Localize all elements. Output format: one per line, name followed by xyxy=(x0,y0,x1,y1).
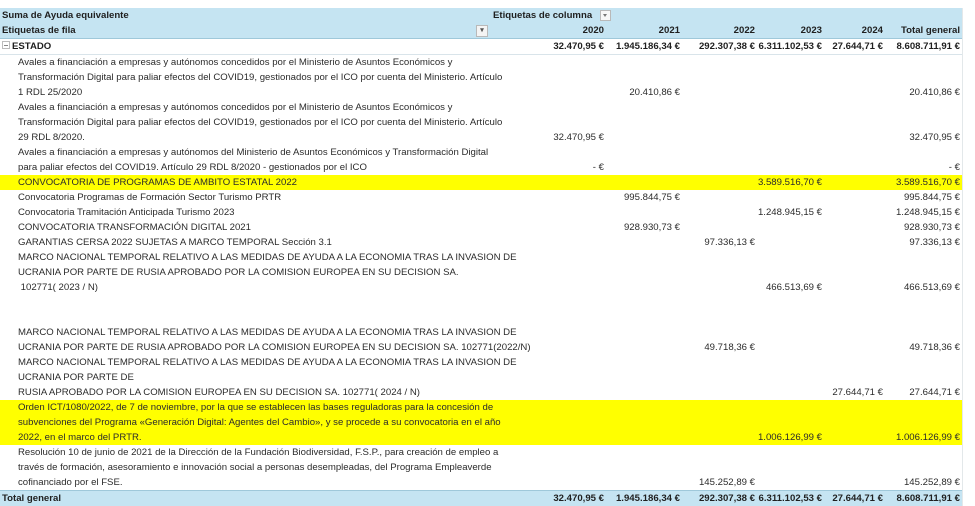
cell[interactable]: 97.336,13 € xyxy=(909,237,960,248)
cell[interactable]: 97.336,13 € xyxy=(704,237,755,248)
pivot-header-row-2 xyxy=(0,23,962,39)
row-label-line: Avales a financiación a empresas y autónomos del Ministerio de Asuntos Económicos y Transformación Digital xyxy=(18,147,489,158)
cell[interactable]: 32.470,95 € xyxy=(909,132,960,143)
pivot-header-row-1 xyxy=(0,8,962,23)
row-label-line: MARCO NACIONAL TEMPORAL RELATIVO A LAS MEDIDAS DE AYUDA A LA ECONOMIA TRAS LA INVASION DE xyxy=(18,252,517,263)
cell[interactable]: 27.644,71 € xyxy=(832,493,883,504)
row-label-line: Convocatoria Tramitación Anticipada Turismo 2023 xyxy=(18,207,235,218)
pivot-body xyxy=(0,55,962,490)
filter-icon[interactable]: ▾ xyxy=(476,25,488,37)
row-label-line: MARCO NACIONAL TEMPORAL RELATIVO A LAS MEDIDAS DE AYUDA A LA ECONOMIA TRAS LA INVASION DE xyxy=(18,357,517,368)
col-header-2024[interactable]: 2024 xyxy=(861,25,883,36)
cell[interactable]: 1.248.945,15 € xyxy=(895,207,960,218)
group-label xyxy=(0,39,490,54)
cell[interactable]: 27.644,71 € xyxy=(909,387,960,398)
cell[interactable]: 20.410,86 € xyxy=(909,87,960,98)
cell[interactable]: 1.006.126,99 € xyxy=(895,432,960,443)
cell[interactable]: 995.844,75 € xyxy=(623,192,680,203)
row-label-line: Orden ICT/1080/2022, de 7 de noviembre, por la que se establecen las bases reguladoras para la concesión de xyxy=(18,402,494,413)
row-label-line: CONVOCATORIA DE PROGRAMAS DE AMBITO ESTATAL 2022 xyxy=(18,177,297,188)
cell[interactable]: 1.945.186,34 € xyxy=(615,41,680,52)
row-label-line xyxy=(18,295,490,310)
cell[interactable]: 3.589.516,70 € xyxy=(895,177,960,188)
table-row[interactable] xyxy=(0,145,962,175)
grand-total-label: Total general xyxy=(2,493,61,504)
row-label xyxy=(0,175,490,190)
column-labels-text: Etiquetas de columna xyxy=(493,10,593,21)
row-label-line: 102771( 2023 / N) xyxy=(18,282,99,293)
row-label-line: Convocatoria Programas de Formación Sector Turismo PRTR xyxy=(18,192,282,203)
table-row[interactable] xyxy=(0,220,962,235)
row-label-line: CONVOCATORIA TRANSFORMACIÓN DIGITAL 2021 xyxy=(18,222,251,233)
row-label-line: UCRANIA POR PARTE DE RUSIA APROBADO POR LA COMISION EUROPEA EN SU DECISION SA. xyxy=(18,267,459,278)
cell[interactable]: 32.470,95 € xyxy=(553,132,604,143)
cell[interactable]: 49.718,36 € xyxy=(909,342,960,353)
row-label xyxy=(0,190,490,205)
cell[interactable]: 8.608.711,91 € xyxy=(896,41,960,52)
table-row[interactable] xyxy=(0,445,962,490)
cell[interactable]: 145.252,89 € xyxy=(903,477,960,488)
grand-total-row[interactable] xyxy=(0,490,962,506)
row-label xyxy=(0,235,490,250)
cell[interactable]: 32.470,95 € xyxy=(553,493,604,504)
pivot-table xyxy=(0,8,963,506)
row-label xyxy=(0,445,499,490)
row-label-line: Transformación Digital para paliar efectos del COVID19, gestionados por el ICO por cuenta del Ministerio. Artículo xyxy=(18,72,503,83)
col-header-2020[interactable]: 2020 xyxy=(582,25,604,36)
row-label xyxy=(0,145,490,175)
collapse-minus-icon[interactable] xyxy=(2,41,10,49)
row-label xyxy=(0,250,517,310)
cell[interactable]: 145.252,89 € xyxy=(698,477,755,488)
row-label-line: RUSIA APROBADO POR LA COMISION EUROPEA EN SU DECISION SA. 102771( 2024 / N) xyxy=(18,387,421,398)
group-row-estado[interactable] xyxy=(0,39,962,55)
cell[interactable]: 1.945.186,34 € xyxy=(615,493,680,504)
row-label-line: través de formación, asesoramiento e innovación social a personas desempleadas, del Programa Empleaverde xyxy=(18,462,492,473)
table-row[interactable] xyxy=(0,100,962,145)
cell[interactable]: 466.513,69 € xyxy=(765,282,822,293)
group-label-text: ESTADO xyxy=(12,41,52,52)
table-row[interactable] xyxy=(0,355,962,400)
table-row[interactable] xyxy=(0,235,962,250)
cell[interactable]: 20.410,86 € xyxy=(629,87,680,98)
cell[interactable]: 292.307,38 € xyxy=(698,41,755,52)
row-labels-header[interactable]: Etiquetas de fila xyxy=(2,25,76,36)
row-label xyxy=(0,205,490,220)
cell[interactable]: 928.930,73 € xyxy=(623,222,680,233)
row-label-line: para paliar efectos del COVID19. Artículo 29 RDL 8/2020 - gestionados por el ICO xyxy=(18,162,367,173)
row-label-line: UCRANIA POR PARTE DE RUSIA APROBADO POR LA COMISION EUROPEA EN SU DECISION SA. 102771(2022/N) xyxy=(18,342,531,353)
row-label xyxy=(0,55,503,100)
table-row[interactable] xyxy=(0,190,962,205)
cell[interactable]: 292.307,38 € xyxy=(698,493,755,504)
cell[interactable]: - € xyxy=(592,162,604,173)
table-row[interactable] xyxy=(0,400,962,445)
cell[interactable]: - € xyxy=(948,162,960,173)
row-label-line: Transformación Digital para paliar efectos del COVID19, gestionados por el ICO por cuenta del Ministerio. Artículo xyxy=(18,117,503,128)
cell[interactable]: 27.644,71 € xyxy=(832,387,883,398)
cell[interactable]: 928.930,73 € xyxy=(903,222,960,233)
cell[interactable]: 1.248.945,15 € xyxy=(757,207,822,218)
table-row[interactable] xyxy=(0,55,962,100)
row-label-line: MARCO NACIONAL TEMPORAL RELATIVO A LAS MEDIDAS DE AYUDA A LA ECONOMIA TRAS LA INVASION DE xyxy=(18,327,517,338)
col-header-2023[interactable]: 2023 xyxy=(800,25,822,36)
row-label-line: 1 RDL 25/2020 xyxy=(18,87,83,98)
cell[interactable]: 49.718,36 € xyxy=(704,342,755,353)
row-label xyxy=(0,355,517,400)
row-label-line: cofinanciado por el FSE. xyxy=(18,477,123,488)
row-label-line: GARANTIAS CERSA 2022 SUJETAS A MARCO TEMPORAL Sección 3.1 xyxy=(18,237,332,248)
blank-row xyxy=(0,310,962,325)
row-label-line: 2022, en el marco del PRTR. xyxy=(18,432,142,443)
table-row[interactable] xyxy=(0,325,962,355)
row-label-line: subvenciones del Programa «Generación Digital: Agentes del Cambio», y se procede a su convocatoria en el año xyxy=(18,417,501,428)
row-label-line: 29 RDL 8/2020. xyxy=(18,132,85,143)
col-header-total[interactable]: Total general xyxy=(901,25,960,36)
cell[interactable]: 3.589.516,70 € xyxy=(757,177,822,188)
cell[interactable]: 6.311.102,53 € xyxy=(758,41,822,52)
cell[interactable]: 8.608.711,91 € xyxy=(896,493,960,504)
column-labels-header[interactable] xyxy=(493,8,611,23)
row-label-line: Resolución 10 de junio de 2021 de la Dirección de la Fundación Biodiversidad, F.S.P., para creación de empleo a xyxy=(18,447,499,458)
cell[interactable]: 32.470,95 € xyxy=(553,41,604,52)
row-label-line: UCRANIA POR PARTE DE xyxy=(18,372,134,383)
col-header-2022[interactable]: 2022 xyxy=(733,25,755,36)
value-field-label[interactable]: Suma de Ayuda equivalente xyxy=(2,10,129,21)
cell[interactable]: 1.006.126,99 € xyxy=(757,432,822,443)
row-label xyxy=(0,400,501,445)
table-row[interactable] xyxy=(0,250,962,310)
table-row[interactable] xyxy=(0,205,962,220)
cell[interactable]: 466.513,69 € xyxy=(903,282,960,293)
row-label xyxy=(0,220,490,235)
dropdown-arrow-icon[interactable] xyxy=(600,10,611,21)
cell[interactable]: 27.644,71 € xyxy=(832,41,883,52)
row-label-line: Avales a financiación a empresas y autónomos concedidos por el Ministerio de Asuntos Económicos y xyxy=(18,57,453,68)
col-header-2021[interactable]: 2021 xyxy=(658,25,680,36)
table-row[interactable] xyxy=(0,175,962,190)
cell[interactable]: 995.844,75 € xyxy=(903,192,960,203)
row-label xyxy=(0,325,531,355)
row-label-line: Avales a financiación a empresas y autónomos concedidos por el Ministerio de Asuntos Económicos y xyxy=(18,102,453,113)
row-label xyxy=(0,100,503,145)
cell[interactable]: 6.311.102,53 € xyxy=(758,493,822,504)
